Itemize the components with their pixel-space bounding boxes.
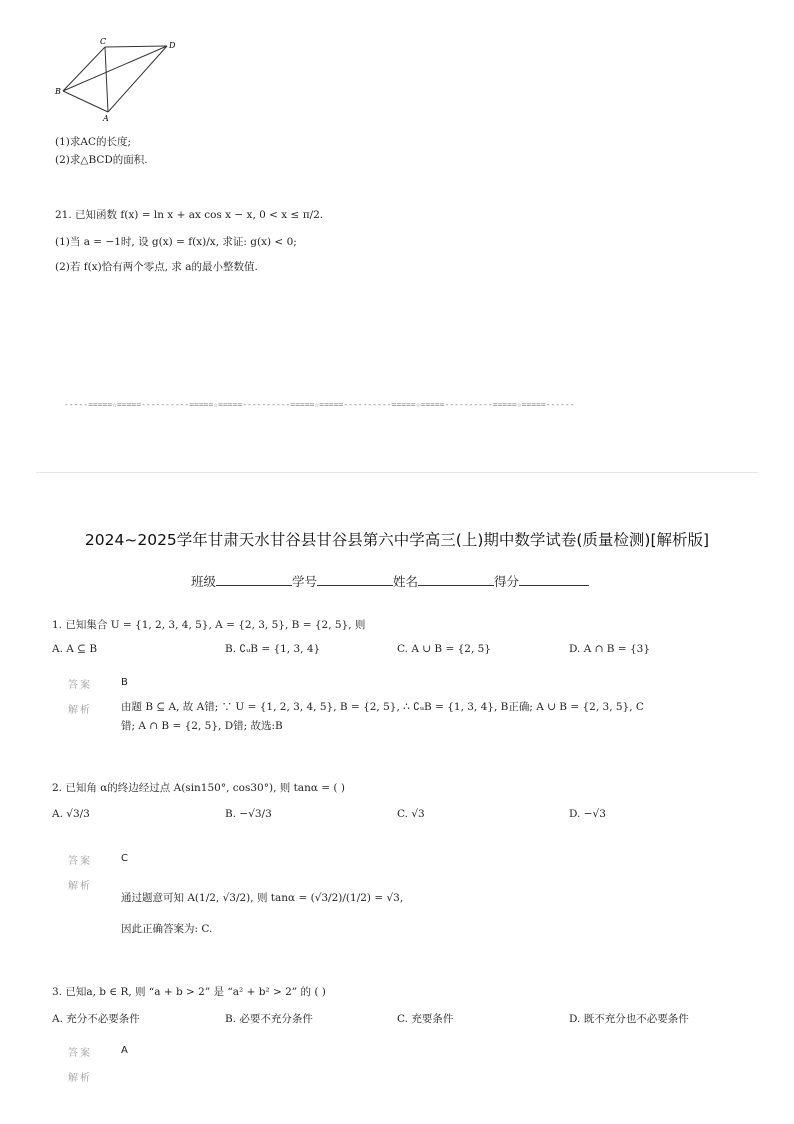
q1-option-c: C. A ∪ B = {2, 5}	[397, 643, 491, 655]
q1-analysis-line1: 由题 B ⊆ A, 故 A错; ∵ U = {1, 2, 3, 4, 5}, B = {2, 5}, ∴ ∁ᵤB = {1, 3, 4}, B正确; A ∪ B = {2, 3, 5}, C	[121, 701, 644, 713]
q3-stem: 3. 已知a, b ∈ R, 则 “a + b > 2” 是 “a² + b² > 2” 的 ( )	[52, 986, 326, 998]
geometry-figure	[50, 36, 190, 124]
q1-option-d: D. A ∩ B = {3}	[569, 643, 651, 655]
q1-stem: 1. 已知集合 U = {1, 2, 3, 4, 5}, A = {2, 3, 5}, B = {2, 5}, 则	[52, 619, 366, 631]
q1-answer-label: 答案	[68, 680, 92, 691]
q1-option-a: A. A ⊆ B	[52, 643, 98, 655]
q1-analysis-line2: 错; A ∩ B = {2, 5}, D错; 故选:B	[121, 720, 283, 732]
student-id-label: 学号	[292, 574, 318, 589]
q3-option-d: D. 既不充分也不必要条件	[569, 1013, 689, 1025]
quadrilateral-diagram	[50, 36, 190, 124]
class-label: 班级	[191, 574, 217, 589]
page-divider	[36, 472, 758, 473]
q2-option-a: A. √3/3	[52, 808, 90, 820]
q21-stem: 21. 已知函数 f(x) = ln x + ax cos x − x, 0 < x ≤ π/2.	[55, 209, 324, 221]
q3-option-c: C. 充要条件	[397, 1013, 454, 1025]
q2-answer-label: 答案	[68, 856, 92, 867]
q3-analysis-label: 解析	[68, 1073, 92, 1084]
q1-answer: B	[121, 677, 128, 688]
q2-analysis-label: 解析	[68, 881, 92, 892]
prev-question-part1: (1)求AC的长度;	[55, 136, 132, 148]
page-title: 2024~2025学年甘肃天水甘谷县甘谷县第六中学高三(上)期中数学试卷(质量检测)[解析版]	[84, 531, 710, 549]
q2-option-b: B. −√3/3	[225, 808, 272, 820]
student-id-blank[interactable]	[317, 573, 393, 586]
q2-option-d: D. −√3	[569, 808, 606, 820]
name-blank[interactable]	[418, 573, 494, 586]
q2-answer: C	[121, 853, 128, 864]
point-d-label: D	[169, 41, 176, 50]
q3-answer: A	[121, 1045, 128, 1056]
q1-option-b: B. ∁ᵤB = {1, 3, 4}	[225, 643, 321, 655]
q3-option-a: A. 充分不必要条件	[52, 1013, 140, 1025]
q21-part1: (1)当 a = −1时, 设 g(x) = f(x)/x, 求证: g(x) < 0;	[55, 236, 297, 248]
class-blank[interactable]	[216, 573, 292, 586]
q2-analysis-line1: 通过题意可知 A(1/2, √3/2), 则 tanα = (√3/2)/(1/2) = √3,	[121, 892, 404, 904]
decorative-separator: -----=====☆=====----------=====☆=====----------=====☆=====----------=====☆=====----------=====☆=====------	[64, 400, 575, 409]
q2-stem: 2. 已知角 α的终边经过点 A(sin150°, cos30°), 则 tanα = ( )	[52, 782, 345, 794]
q3-option-b: B. 必要不充分条件	[225, 1013, 313, 1025]
score-blank[interactable]	[519, 573, 589, 586]
point-b-label: B	[55, 87, 61, 96]
q3-answer-label: 答案	[68, 1048, 92, 1059]
q21-part2: (2)若 f(x)恰有两个零点, 求 a的最小整数值.	[55, 261, 258, 273]
student-info-row	[191, 572, 589, 590]
q2-option-c: C. √3	[397, 808, 425, 820]
point-a-label: A	[103, 114, 109, 123]
name-label: 姓名	[393, 574, 419, 589]
score-label: 得分	[494, 574, 520, 589]
point-c-label: C	[100, 37, 107, 46]
prev-question-part2: (2)求△BCD的面积.	[55, 154, 148, 166]
q1-analysis-label: 解析	[68, 705, 92, 716]
q2-analysis-line2: 因此正确答案为: C.	[121, 923, 213, 935]
